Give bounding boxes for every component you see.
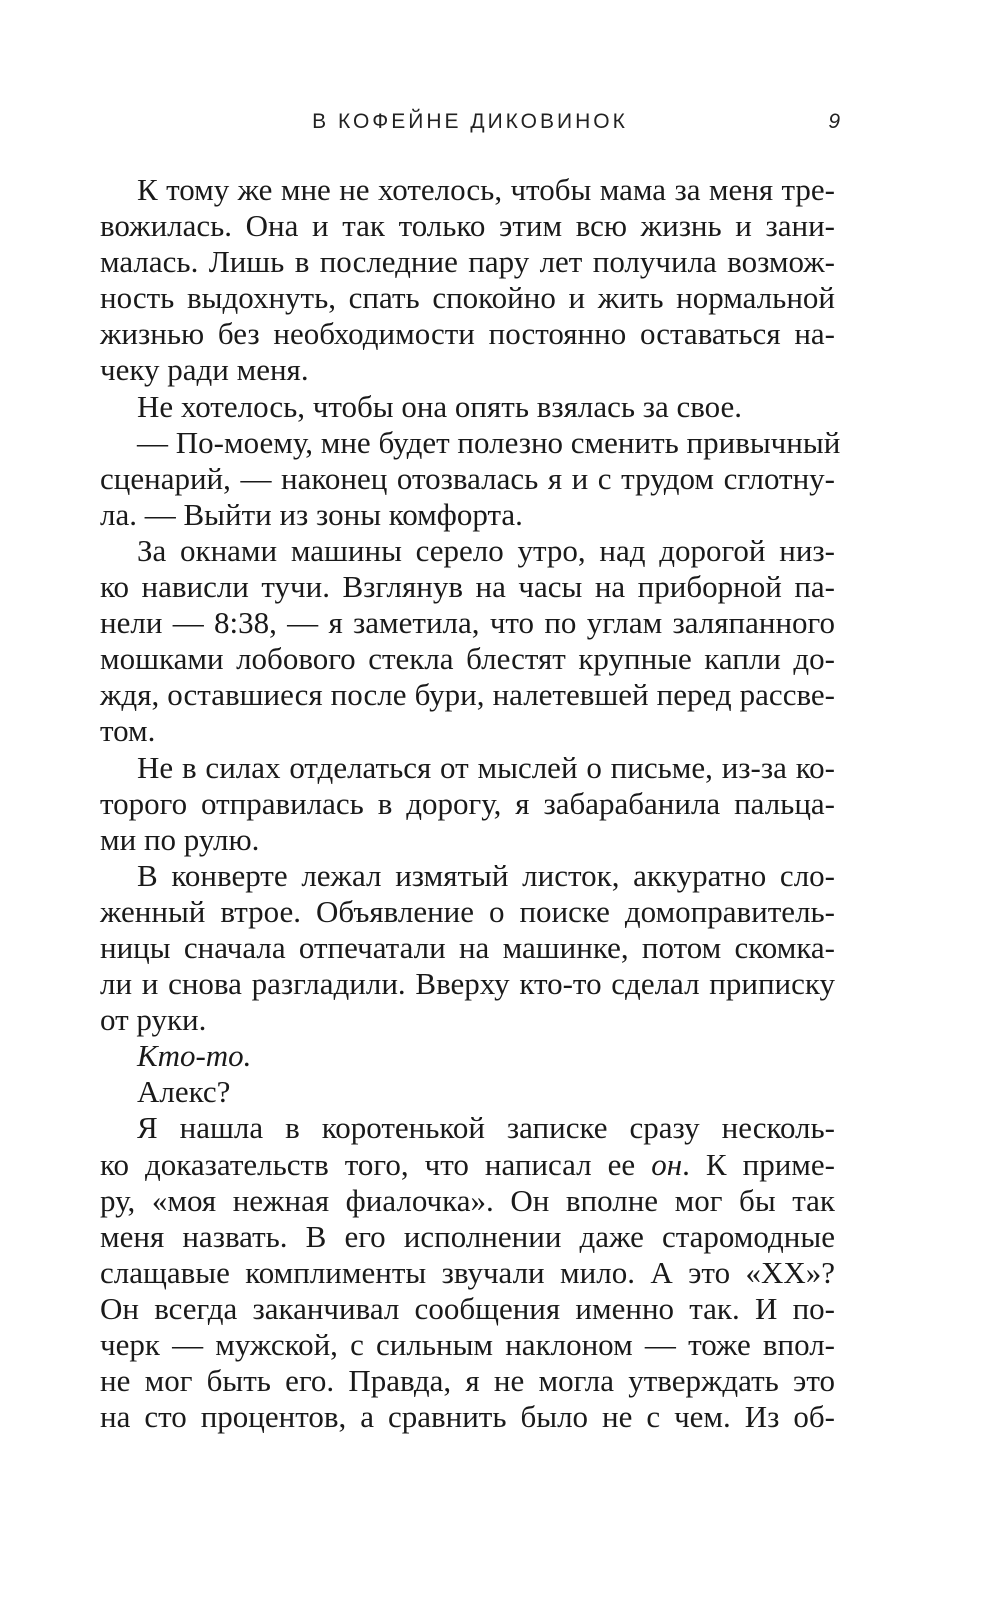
text-line: торого отправилась в дорогу, я забарабанила пальца- [100,785,835,821]
text-line: малась. Лишь в последние пару лет получила возмож- [100,244,835,280]
text-line: Не хотелось, чтобы она опять взялась за свое. [137,388,743,424]
text-line: ко нависли тучи. Взглянув на часы на приборной па- [100,569,835,605]
text-line: мошками лобового стекла блестят крупные капли до- [100,641,835,677]
text-line: ли и снова разгладили. Вверху кто-то сделал приписку [100,966,835,1002]
text-line: ми по рулю. [100,821,260,857]
body-text [100,172,841,1435]
text-line: том. [100,713,156,749]
text-segment: . К приме- [682,1146,836,1182]
text-line: от руки. [100,1002,207,1038]
text-line: ру, «моя нежная фиалочка». Он вполне мог бы так [100,1182,835,1218]
text-line: сценарий, — наконец отозвалась я и с трудом сглотну- [100,460,835,496]
text-line: нели — 8:38, — я заметила, что по углам заляпанного [100,605,835,641]
text-line: Не в силах отделаться от мыслей о письме, из-за ко- [137,749,835,785]
text-line: женный втрое. Объявление о поиске домоправитель- [100,893,835,929]
text-line: ла. — Выйти из зоны комфорта. [100,496,523,532]
text-line: В конверте лежал измятый листок, аккуратно сло- [137,857,835,893]
text-line: Я нашла в коротенькой записке сразу несколь- [137,1110,835,1146]
text-line: меня назвать. В его исполнении даже старомодные [100,1218,835,1254]
text-line: — По-моему, мне будет полезно сменить привычный [137,424,841,460]
text-line: Он всегда заканчивал сообщения именно так. И по- [100,1290,835,1326]
running-head [100,110,840,140]
text-line: ждя, оставшиеся после бури, налетевшей перед рассве- [100,677,835,713]
text-line: Алекс? [137,1074,231,1110]
text-segment: ко доказательств того, что написал ее [100,1146,636,1182]
text-line: вожилась. Она и так только этим всю жизнь и зани- [100,208,835,244]
text-line: За окнами машины серело утро, над дорогой низ- [137,532,835,568]
text-line: жизнью без необходимости постоянно оставаться на- [100,316,835,352]
text-line-italic: Кто-то. [137,1038,252,1074]
text-line [100,1147,835,1183]
text-line: не мог быть его. Правда, я не могла утверждать это [100,1363,835,1399]
text-line: чеку ради меня. [100,352,309,388]
running-title: В КОФЕЙНЕ ДИКОВИНОК [312,110,628,133]
text-line: ницы сначала отпечатали на машинке, потом скомка- [100,929,835,965]
text-line: на сто процентов, а сравнить было не с чем. Из об- [100,1399,835,1435]
text-line: черк — мужской, с сильным наклоном — тоже впол- [100,1327,835,1362]
emphasis-word: он [651,1146,683,1182]
text-line: слащавые комплименты звучали мило. А это «XX»? [100,1254,835,1290]
text-line: ность выдохнуть, спать спокойно и жить нормальной [100,280,835,316]
text-line: К тому же мне не хотелось, чтобы мама за меня тре- [137,172,835,207]
page-number: 9 [828,110,840,133]
